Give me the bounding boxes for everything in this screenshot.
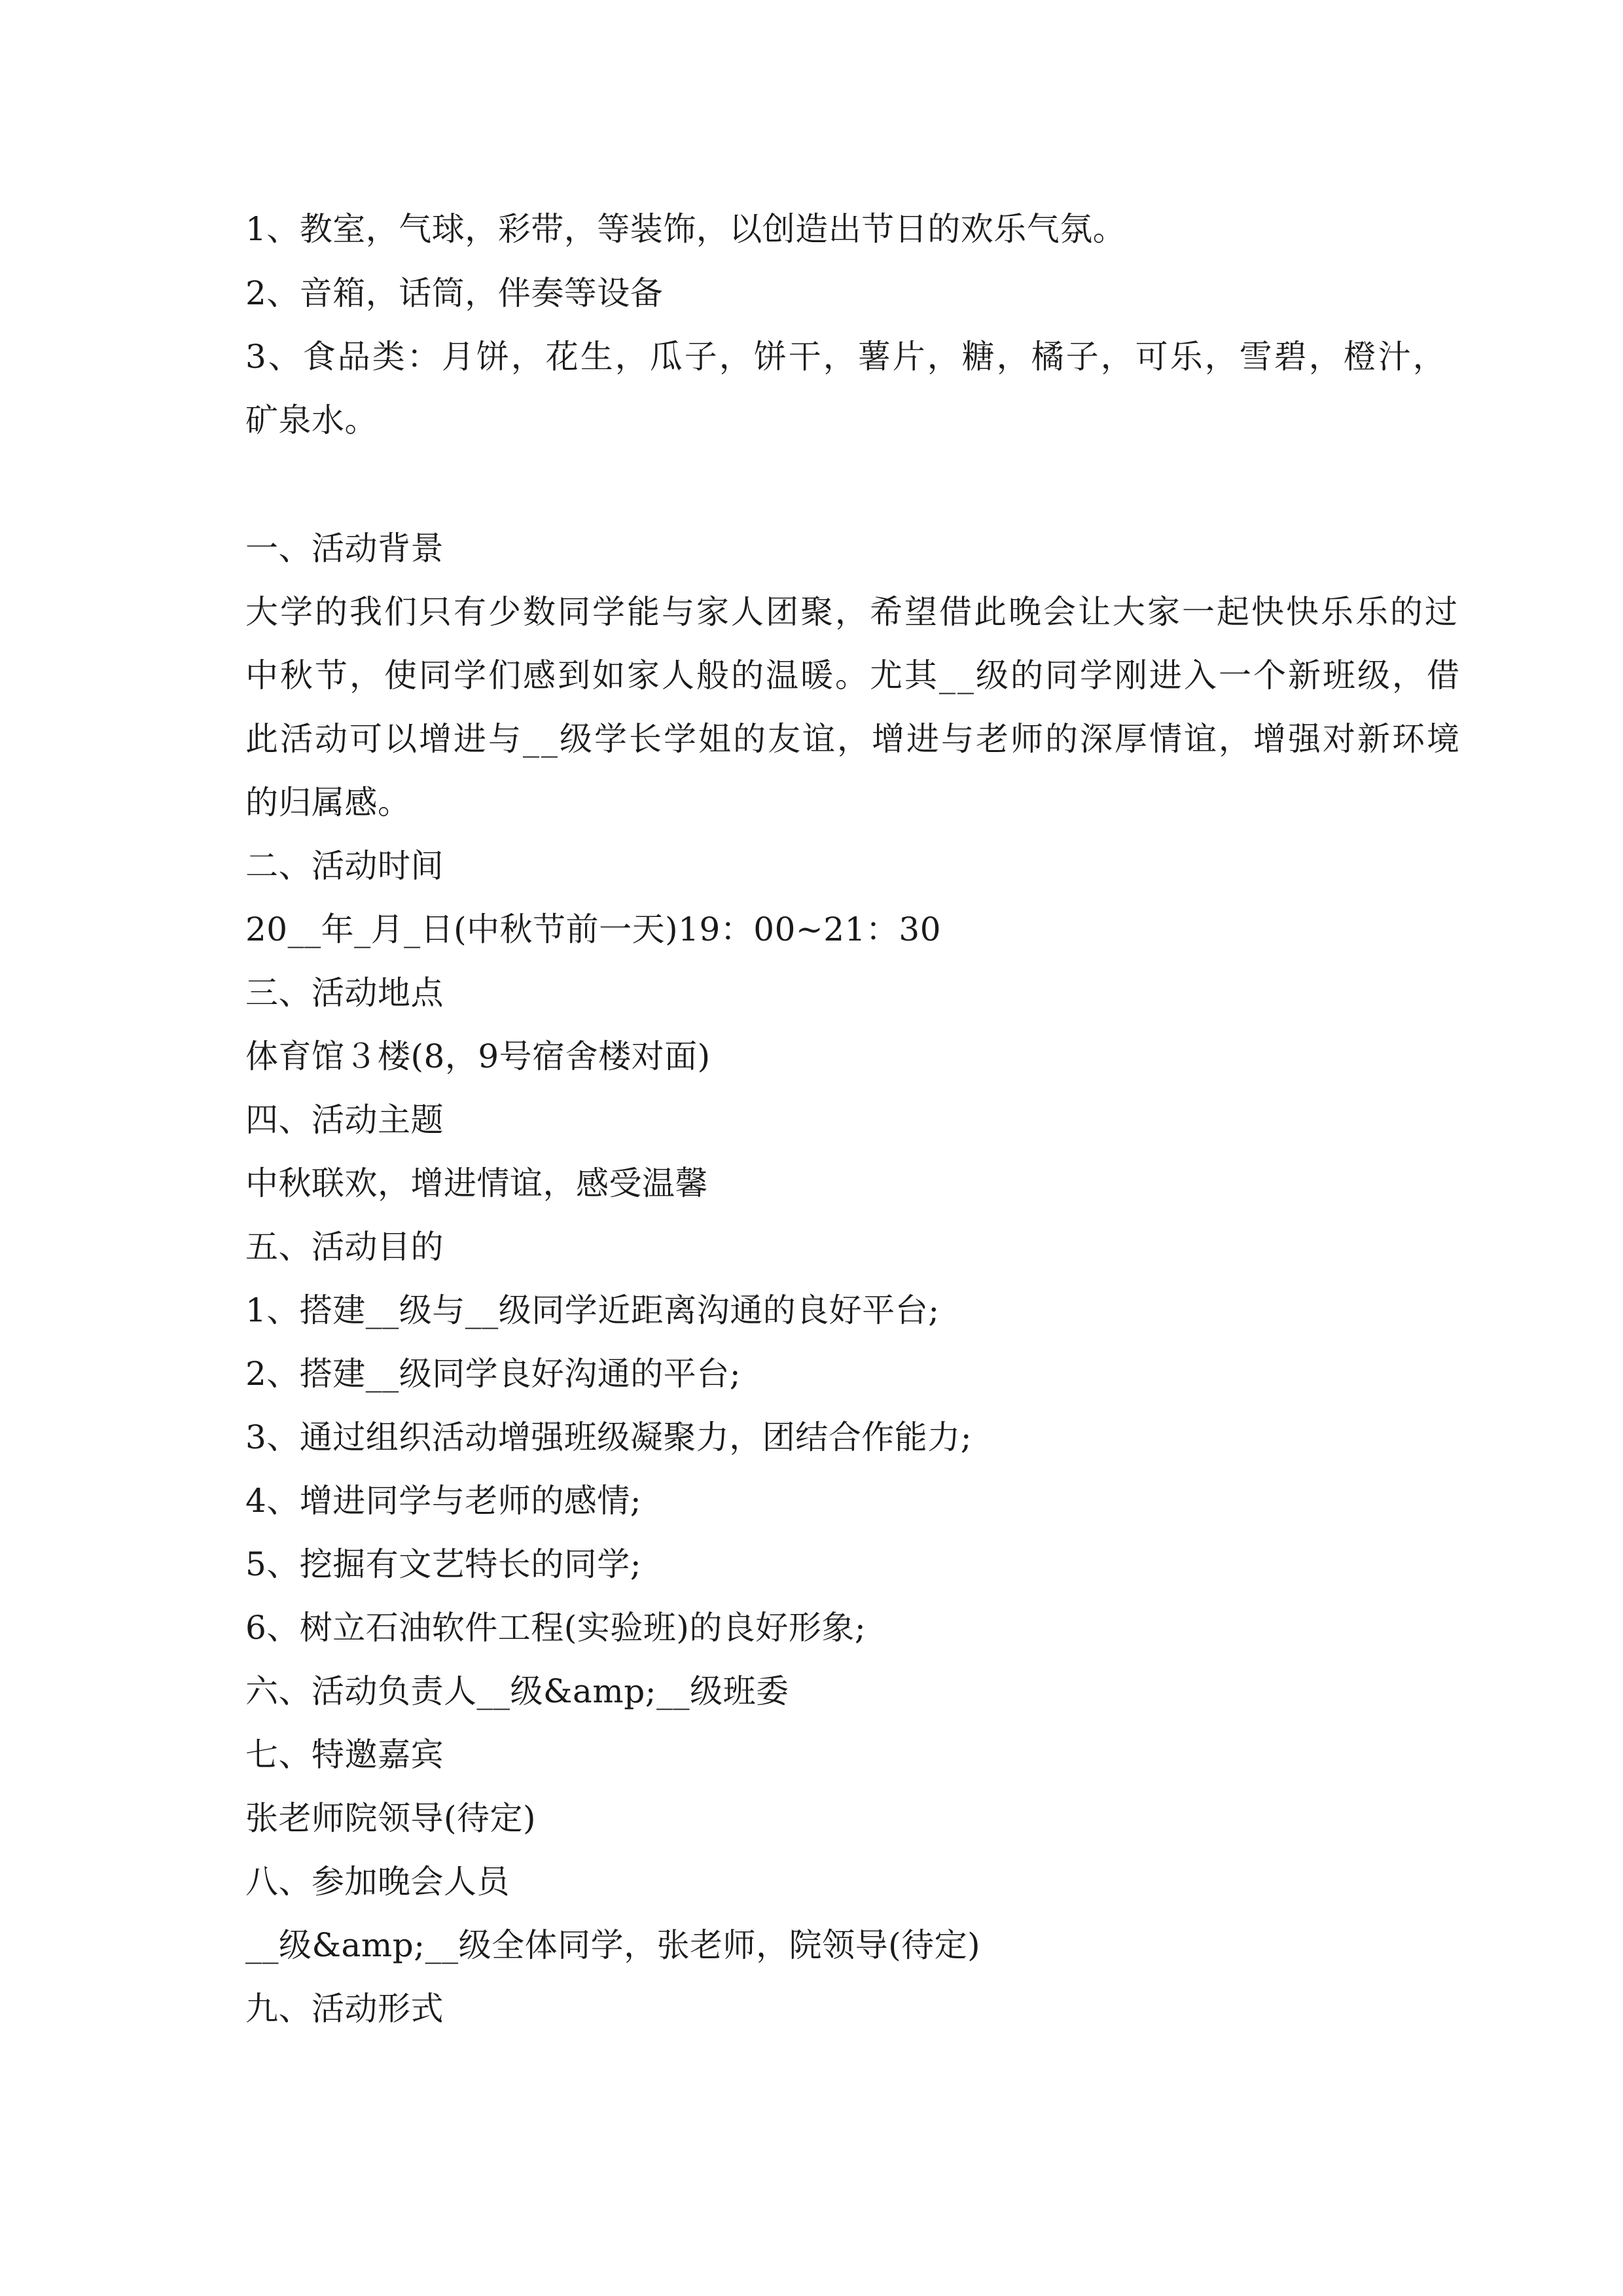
prep-item-3: 3、食品类：月饼，花生，瓜子，饼干，薯片，糖，橘子，可乐，雪碧，橙汁， [245,338,1448,376]
purpose-item-2: 2、搭建__级同学良好沟通的平台; [245,1355,741,1393]
prep-item-3-cont: 矿泉水。 [245,401,378,439]
paragraph-line: 大学的我们只有少数同学能与家人团聚，希望借此晚会让大家一起快快乐乐的过 [245,593,1459,631]
attendee-list: __级&amp;__级全体同学，张老师，院领导(待定) [245,1926,981,1964]
event-location: 体育馆３楼(8，9号宿舍楼对面) [245,1037,711,1075]
prep-item-1: 1、教室，气球，彩带，等装饰，以创造出节日的欢乐气氛。 [245,210,1126,248]
section-heading-location: 三、活动地点 [245,974,444,1012]
purpose-item-3: 3、通过组织活动增强班级凝聚力，团结合作能力; [245,1418,972,1456]
paragraph-line: 的归属感。 [245,783,411,821]
purpose-item-6: 6、树立石油软件工程(实验班)的良好形象; [245,1609,866,1647]
section-heading-background: 一、活动背景 [245,529,444,567]
section-heading-theme: 四、活动主题 [245,1101,444,1139]
section-heading-format: 九、活动形式 [245,1990,444,2028]
section-heading-organizer: 六、活动负责人__级&amp;__级班委 [245,1672,789,1710]
guest-list: 张老师院领导(待定) [245,1799,537,1837]
event-theme: 中秋联欢，增进情谊，感受温馨 [245,1164,708,1202]
section-heading-purpose: 五、活动目的 [245,1228,444,1266]
prep-item-2: 2、音箱，话筒，伴奏等设备 [245,274,664,312]
event-time: 20__年_月_日(中秋节前一天)19：00~21：30 [245,910,942,948]
paragraph-line: 此活动可以增进与__级学长学姐的友谊，增进与老师的深厚情谊，增强对新环境 [245,720,1461,758]
section-heading-attendees: 八、参加晚会人员 [245,1863,510,1901]
purpose-item-5: 5、挖掘有文艺特长的同学; [245,1545,642,1583]
section-heading-time: 二、活动时间 [245,847,444,885]
paragraph-line: 中秋节，使同学们感到如家人般的温暖。尤其__级的同学刚进入一个新班级，借 [245,656,1461,694]
section-heading-guests: 七、特邀嘉宾 [245,1736,444,1774]
purpose-item-1: 1、搭建__级与__级同学近距离沟通的良好平台; [245,1291,940,1329]
purpose-item-4: 4、增进同学与老师的感情; [245,1482,642,1520]
